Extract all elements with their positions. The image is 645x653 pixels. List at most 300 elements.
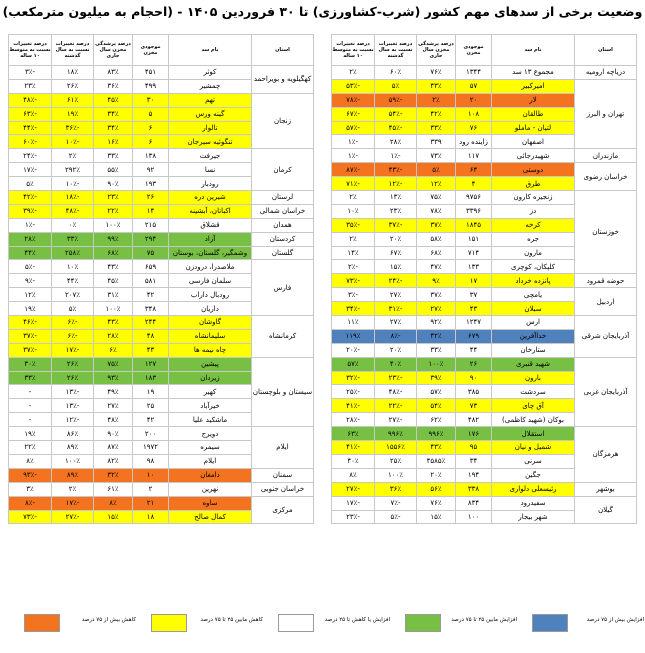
volume-cell: ۱۵۱	[456, 232, 492, 246]
fill-percent-cell: ۴۳٪	[417, 441, 456, 455]
volume-cell: ۸۳۴	[456, 496, 492, 510]
table-row	[332, 274, 637, 288]
legend-item	[151, 614, 263, 632]
table-row	[332, 66, 637, 80]
province-cell: اردبیل	[575, 288, 637, 316]
volume-cell: ۱۴	[133, 204, 169, 218]
table-row	[332, 163, 637, 177]
change-prev-year-cell: -۲۳٪	[375, 371, 417, 385]
change-10yr-avg-cell: -۱۷٪	[332, 496, 375, 510]
dam-name-cell: کرخه	[492, 218, 575, 232]
dam-name-cell: پیشین	[169, 357, 252, 371]
volume-cell: ۴۲	[133, 413, 169, 427]
volume-cell: ۱۳۳	[456, 260, 492, 274]
province-cell: هرمزگان	[575, 427, 637, 483]
legend-swatch	[405, 614, 441, 632]
volume-cell: ۴۳	[133, 343, 169, 357]
dam-name-cell: آق چای	[492, 399, 575, 413]
change-prev-year-cell: -۲۲٪	[375, 399, 417, 413]
legend-label: افزایش یا کاهش تا ۲۵ درصد	[324, 617, 390, 623]
fill-percent-cell: ۲٪	[417, 93, 456, 107]
dam-name-cell: سفیدرود	[492, 496, 575, 510]
change-prev-year-cell: -۱٪	[375, 149, 417, 163]
fill-percent-cell: ۳۷٪	[417, 218, 456, 232]
volume-cell: ۴۸۲	[456, 413, 492, 427]
volume-cell: ۲۴۴	[133, 316, 169, 330]
change-prev-year-cell: ۸۶٪	[52, 427, 94, 441]
header-fill: درصد پرشدگی مخزن سال جاری	[417, 35, 456, 66]
fill-percent-cell: ۶٪	[94, 343, 133, 357]
change-prev-year-cell: ۵٪	[52, 302, 94, 316]
table-row	[332, 427, 637, 441]
fill-percent-cell: ۴۷٪	[417, 260, 456, 274]
dam-name-cell: بارون	[492, 371, 575, 385]
change-10yr-avg-cell: -۴۲٪	[9, 191, 52, 205]
table-row	[9, 316, 314, 330]
change-prev-year-cell: ۱۰۰٪	[52, 454, 94, 468]
change-10yr-avg-cell: -۸٪	[9, 496, 52, 510]
header-change-prev: درصد تغییرات نسبت به سال گذشته	[375, 35, 417, 66]
dam-name-cell: گینه ورس	[169, 107, 252, 121]
dam-name-cell: تهم	[169, 93, 252, 107]
fill-percent-cell: ۳۳٪	[94, 149, 133, 163]
dam-name-cell: ارس	[492, 316, 575, 330]
volume-cell: ۱۰۰	[456, 510, 492, 524]
fill-percent-cell: ۳۳٪	[417, 121, 456, 135]
volume-cell: ۹۸	[133, 454, 169, 468]
change-10yr-avg-cell: -۴۴٪	[9, 121, 52, 135]
province-cell: کردستان	[252, 232, 314, 246]
fill-percent-cell: ۹۰٪	[94, 177, 133, 191]
volume-cell: ۶۷۹	[456, 329, 492, 343]
fill-percent-cell: ۲۸٪	[375, 135, 417, 149]
volume-cell: ۲	[133, 482, 169, 496]
volume-cell: ۹۰	[456, 371, 492, 385]
dam-name-cell: لار	[492, 93, 575, 107]
volume-cell: ۱۷۶	[456, 427, 492, 441]
dam-name-cell: شمیل و نیان	[492, 441, 575, 455]
dam-name-cell: سلمان فارسی	[169, 274, 252, 288]
table-row	[9, 357, 314, 371]
fill-percent-cell: ۲۷٪	[417, 302, 456, 316]
province-cell: زنجان	[252, 93, 314, 149]
change-prev-year-cell: -۴۳٪	[375, 163, 417, 177]
change-10yr-avg-cell: -۲۵٪	[332, 385, 375, 399]
change-prev-year-cell: ۲۶٪	[52, 79, 94, 93]
province-cell: سیستان و بلوچستان	[252, 357, 314, 426]
fill-percent-cell: ۳۳٪	[417, 343, 456, 357]
dam-name-cell: شهید قنبری	[492, 357, 575, 371]
volume-cell: ۴۵۱	[133, 66, 169, 80]
volume-cell: ۴۲	[133, 288, 169, 302]
change-prev-year-cell: ۲۶٪	[52, 357, 94, 371]
fill-percent-cell: ۴۸٪	[94, 413, 133, 427]
dam-name-cell: دوستی	[492, 163, 575, 177]
dam-name-cell: زنجیره کارون	[492, 191, 575, 205]
province-cell: گلستان	[252, 246, 314, 260]
table-row	[9, 66, 314, 80]
change-10yr-avg-cell: -۳۵٪	[332, 218, 375, 232]
volume-cell: ۴۸	[133, 329, 169, 343]
fill-percent-cell: ۹٪	[417, 274, 456, 288]
change-10yr-avg-cell: ۳۳٪	[9, 371, 52, 385]
table-row	[332, 191, 637, 205]
fill-percent-cell: ۴۵٪	[94, 93, 133, 107]
change-10yr-avg-cell: -۱٪	[332, 149, 375, 163]
change-10yr-avg-cell: -۷۸٪	[332, 93, 375, 107]
header-change-prev: درصد تغییرات نسبت به سال گذشته	[52, 35, 94, 66]
dam-name-cell: زاینده رود	[456, 135, 492, 149]
fill-percent-cell: ۲۲٪	[94, 204, 133, 218]
fill-percent-cell: ۵۴٪	[417, 399, 456, 413]
volume-cell: ۵۸۱	[133, 274, 169, 288]
change-10yr-avg-cell: ۱۱٪	[332, 316, 375, 330]
dam-name-cell: تالوار	[169, 121, 252, 135]
volume-cell: ۱۸۴۵	[456, 218, 492, 232]
fill-percent-cell: ۳۴٪	[94, 121, 133, 135]
dam-name-cell: دویرج	[169, 427, 252, 441]
change-10yr-avg-cell: -۶۳٪	[9, 107, 52, 121]
change-10yr-avg-cell: -۷۳٪	[9, 510, 52, 524]
dam-name-cell: لتیان - ماملو	[492, 121, 575, 135]
fill-percent-cell: ۹۳٪	[94, 371, 133, 385]
change-prev-year-cell: ۲۷٪	[375, 316, 417, 330]
volume-cell: ۳۴۸	[133, 302, 169, 316]
change-10yr-avg-cell: ۴۰٪	[332, 454, 375, 468]
province-cell: تهران و البرز	[575, 79, 637, 148]
dam-name-cell: بوکان (شهید کاظمی)	[492, 413, 575, 427]
volume-cell: ۳۰	[133, 93, 169, 107]
fill-percent-cell: ۵٪	[417, 163, 456, 177]
volume-cell: ۷۵	[133, 246, 169, 260]
fill-percent-cell: ۷۶٪	[417, 496, 456, 510]
province-cell: خراسان جنوبی	[252, 482, 314, 496]
change-prev-year-cell: ۲۷٪	[375, 288, 417, 302]
change-prev-year-cell: -۱۷٪	[52, 343, 94, 357]
change-prev-year-cell: -۱٪	[332, 135, 375, 149]
change-prev-year-cell: -۵۴٪	[375, 107, 417, 121]
change-prev-year-cell: -۱۷٪	[52, 496, 94, 510]
change-prev-year-cell: ۲٪	[52, 149, 94, 163]
legend-item	[24, 614, 136, 632]
dam-name-cell: دز	[492, 204, 575, 218]
change-10yr-avg-cell: ۳٪	[9, 482, 52, 496]
change-prev-year-cell: -۵٪	[375, 510, 417, 524]
change-prev-year-cell: ۳۶٪	[375, 482, 417, 496]
fill-percent-cell: ۲۷٪	[94, 399, 133, 413]
table-row	[9, 427, 314, 441]
dam-name-cell: دامغان	[169, 468, 252, 482]
change-prev-year-cell: ۲۵۸٪	[52, 246, 94, 260]
change-prev-year-cell: ۲۳٪	[375, 204, 417, 218]
change-10yr-avg-cell: ۱۴٪	[332, 246, 375, 260]
header-dam: نام سد	[492, 35, 575, 66]
volume-cell: ۲۰	[456, 93, 492, 107]
fill-percent-cell: ۱۰۰٪	[417, 357, 456, 371]
dam-name-cell: جره	[492, 232, 575, 246]
dam-name-cell: نهرین	[169, 482, 252, 496]
change-10yr-avg-cell: ۵٪	[9, 177, 52, 191]
fill-percent-cell: ۶۱٪	[94, 482, 133, 496]
fill-percent-cell: ۵۶٪	[417, 482, 456, 496]
dam-name-cell: سرنی	[492, 454, 575, 468]
change-10yr-avg-cell: ۱۹٪	[9, 427, 52, 441]
change-prev-year-cell: ۸۹٪	[52, 468, 94, 482]
change-prev-year-cell: -۳۷٪	[375, 218, 417, 232]
dam-name-cell: چاه نیمه ها	[169, 343, 252, 357]
change-prev-year-cell: ۲۶٪	[52, 371, 94, 385]
change-prev-year-cell: -۵۹٪	[375, 93, 417, 107]
change-prev-year-cell: -۸٪	[375, 329, 417, 343]
table-row	[9, 496, 314, 510]
change-10yr-avg-cell: -۳۷٪	[9, 329, 52, 343]
fill-percent-cell: ۴۳٪	[94, 316, 133, 330]
volume-cell: ۲۰۰	[133, 427, 169, 441]
change-10yr-avg-cell: -۵۷٪	[332, 121, 375, 135]
fill-percent-cell: ۶۸٪	[94, 246, 133, 260]
change-prev-year-cell: ۵٪	[375, 79, 417, 93]
volume-cell: ۳۳۹۶	[456, 204, 492, 218]
change-prev-year-cell: ۳۳٪	[52, 232, 94, 246]
province-cell: مرکزی	[252, 496, 314, 524]
dam-name-cell: سردشت	[492, 385, 575, 399]
fill-percent-cell: ۸۲٪	[94, 454, 133, 468]
dam-name-cell: خیرآباد	[169, 399, 252, 413]
change-prev-year-cell: ۶۷٪	[375, 246, 417, 260]
fill-percent-cell: ۹۹۶٪	[417, 427, 456, 441]
fill-percent-cell: ۷۶٪	[417, 66, 456, 80]
volume-cell: ۱۳۴۴	[456, 66, 492, 80]
change-prev-year-cell: ۴۰٪	[375, 357, 417, 371]
volume-cell: ۱۹۳	[133, 177, 169, 191]
province-cell: کرمانشاه	[252, 316, 314, 358]
change-10yr-avg-cell: ۱۱۹٪	[332, 329, 375, 343]
change-10yr-avg-cell: -۳۷٪	[9, 343, 52, 357]
change-prev-year-cell: -۷٪	[375, 496, 417, 510]
change-prev-year-cell: -۴۸٪	[52, 204, 94, 218]
volume-cell: ۶۴	[456, 163, 492, 177]
volume-cell: ۹۷۵۶	[456, 191, 492, 205]
dam-name-cell: سبلان	[492, 302, 575, 316]
province-cell: حوضه قمرود	[575, 274, 637, 288]
change-prev-year-cell: ۲۰٪	[375, 343, 417, 357]
change-10yr-avg-cell: ۱۰٪	[332, 204, 375, 218]
header-change-avg: درصد تغییرات نسبت به متوسط ۱۰ ساله	[332, 35, 375, 66]
fill-percent-cell: ۹۲٪	[417, 316, 456, 330]
province-cell: آذربایجان غربی	[575, 357, 637, 426]
fill-percent-cell: ۳۶٪	[94, 79, 133, 93]
fill-percent-cell: ۳۲٪	[94, 468, 133, 482]
province-cell: آذربایجان شرقی	[575, 316, 637, 358]
legend-swatch	[278, 614, 314, 632]
province-cell: گیلان	[575, 496, 637, 524]
change-10yr-avg-cell: -۳۲٪	[332, 371, 375, 385]
header-volume: موجودی مخزن	[456, 35, 492, 66]
dam-name-cell: ستارخان	[492, 343, 575, 357]
legend-swatch	[532, 614, 568, 632]
volume-cell: ۱۲۷	[133, 357, 169, 371]
right-table-body	[332, 66, 637, 524]
change-10yr-avg-cell: ۵۷٪	[332, 357, 375, 371]
volume-cell: ۴۳	[456, 302, 492, 316]
dam-name-cell: شیرین دره	[169, 191, 252, 205]
volume-cell: ۱۳۸	[133, 149, 169, 163]
table-row	[9, 468, 314, 482]
change-prev-year-cell: ۶۱٪	[52, 93, 94, 107]
change-10yr-avg-cell: ۲٪	[332, 66, 375, 80]
legend-item	[405, 614, 517, 632]
fill-percent-cell: ۴۵٪	[94, 274, 133, 288]
fill-percent-cell: ۸۳٪	[94, 66, 133, 80]
volume-cell: ۱۲۴۷	[456, 316, 492, 330]
change-10yr-avg-cell: -۹٪	[9, 274, 52, 288]
fill-percent-cell: ۴۲٪	[417, 329, 456, 343]
change-10yr-avg-cell: ۲٪	[332, 191, 375, 205]
change-prev-year-cell: -۱۲٪	[52, 413, 94, 427]
change-10yr-avg-cell: -۷۳٪	[332, 274, 375, 288]
fill-percent-cell: ۱۰۰٪	[94, 302, 133, 316]
table-row	[9, 246, 314, 260]
dam-name-cell: داریان	[169, 302, 252, 316]
fill-percent-cell: ۱۲٪	[417, 177, 456, 191]
legend-label: کاهش بیش از ۷۵ درصد	[81, 617, 136, 623]
fill-percent-cell: ۲۰٪	[417, 468, 456, 482]
change-10yr-avg-cell: -۳٪	[332, 288, 375, 302]
dam-name-cell: کوثر	[169, 66, 252, 80]
province-cell: ایلام	[252, 427, 314, 469]
change-10yr-avg-cell: ۶۳٪	[332, 427, 375, 441]
volume-cell: ۳۳۹	[417, 135, 456, 149]
table-row	[9, 260, 314, 274]
fill-percent-cell: ۱۵٪	[94, 510, 133, 524]
change-10yr-avg-cell: -۳۹٪	[9, 204, 52, 218]
change-prev-year-cell: ۶۰٪	[375, 66, 417, 80]
volume-cell: ۷۶	[456, 121, 492, 135]
change-prev-year-cell: -۳۱٪	[375, 302, 417, 316]
fill-percent-cell: ۹۰٪	[94, 427, 133, 441]
volume-cell: ۱۸	[133, 510, 169, 524]
fill-percent-cell: ۷۵٪	[94, 357, 133, 371]
dam-name-cell: رودبال داراب	[169, 288, 252, 302]
change-10yr-avg-cell: ۱۲٪	[9, 288, 52, 302]
change-prev-year-cell: -۲۷٪	[52, 510, 94, 524]
volume-cell: ۱۷	[456, 274, 492, 288]
legend-label: افزایش مابین ۲۵ تا ۷۵ درصد	[451, 617, 517, 623]
table-row	[9, 218, 314, 232]
dam-name-cell: قشلاق	[169, 218, 252, 232]
volume-cell: ۳۳۸	[456, 482, 492, 496]
change-prev-year-cell: -۱۳٪	[52, 385, 94, 399]
volume-cell: ۲۶	[133, 191, 169, 205]
fill-percent-cell: ۵۸٪	[417, 232, 456, 246]
header-fill: درصد پرشدگی مخزن سال جاری	[94, 35, 133, 66]
dam-name-cell: طالقان	[492, 107, 575, 121]
province-cell: کهگیلویه و بویراحمد	[252, 66, 314, 94]
province-cell: دریاچه ارومیه	[575, 66, 637, 80]
left-dam-table	[8, 34, 314, 524]
change-prev-year-cell: ۱۸٪	[52, 66, 94, 80]
dam-name-cell: ماشکید علیا	[169, 413, 252, 427]
volume-cell: ۶	[133, 121, 169, 135]
page-title: وضعیت برخی از سدهای مهم کشور (شرب-کشاورزی) تا ۳۰ فروردین ۱۴۰۵ - (احجام به میلیون مترمکعب)	[2, 4, 643, 19]
change-prev-year-cell: ۸۹٪	[52, 441, 94, 455]
header-dam: نام سد	[169, 35, 252, 66]
dam-name-cell: تنگوئیه سیرجان	[169, 135, 252, 149]
change-10yr-avg-cell: -۸۷٪	[332, 163, 375, 177]
change-10yr-avg-cell: -۲۷٪	[332, 482, 375, 496]
change-10yr-avg-cell: -	[9, 399, 52, 413]
table-row	[332, 482, 637, 496]
legend-item	[278, 614, 390, 632]
dam-name-cell: اکباتان، آبشینه	[169, 204, 252, 218]
change-10yr-avg-cell: -۳۴٪	[332, 302, 375, 316]
dam-name-cell: چمشیر	[169, 79, 252, 93]
right-dam-table	[331, 34, 637, 524]
change-10yr-avg-cell: ۲۸٪	[9, 232, 52, 246]
fill-percent-cell: ۸٪	[94, 496, 133, 510]
fill-percent-cell: ۱۰۰٪	[94, 218, 133, 232]
dam-name-cell: شهیدرجائی	[492, 149, 575, 163]
change-prev-year-cell: -۱۲٪	[375, 177, 417, 191]
legend-label: افزایش بیش از ۷۵ درصد	[586, 617, 644, 623]
change-10yr-avg-cell: -۲۴٪	[9, 149, 52, 163]
fill-percent-cell: ۱۵٪	[417, 510, 456, 524]
change-10yr-avg-cell: -۲۰٪	[332, 343, 375, 357]
dam-name-cell: گاوشان	[169, 316, 252, 330]
dam-name-cell: زیردان	[169, 371, 252, 385]
change-10yr-avg-cell: ۸٪	[332, 468, 375, 482]
fill-percent-cell: ۱۶٪	[94, 135, 133, 149]
fill-percent-cell: ۴۲٪	[417, 107, 456, 121]
change-10yr-avg-cell: ۱۹٪	[9, 302, 52, 316]
volume-cell: ۱۹۷۲	[133, 441, 169, 455]
change-prev-year-cell: -۴۸٪	[375, 385, 417, 399]
dam-name-cell: استقلال	[492, 427, 575, 441]
province-cell: خوزستان	[575, 191, 637, 274]
table-row	[9, 191, 314, 205]
change-prev-year-cell: -۲۷٪	[375, 413, 417, 427]
dam-name-cell: مجموع ۱۳ سد	[492, 66, 575, 80]
header-volume: موجودی مخزن	[133, 35, 169, 66]
fill-percent-cell: ۲۳٪	[94, 191, 133, 205]
table-row	[9, 93, 314, 107]
change-prev-year-cell: -۱۸٪	[52, 191, 94, 205]
fill-percent-cell: ۳۷٪	[417, 288, 456, 302]
table-row	[9, 482, 314, 496]
dam-name-cell: خداآفرین	[492, 329, 575, 343]
volume-cell: ۴	[456, 177, 492, 191]
dam-name-cell: جیرفت	[169, 149, 252, 163]
volume-cell: ۱۸۳	[133, 371, 169, 385]
table-row	[332, 149, 637, 163]
fill-percent-cell: ۲۸٪	[94, 329, 133, 343]
change-prev-year-cell: ۰٪	[52, 218, 94, 232]
change-prev-year-cell: ۲٪	[52, 482, 94, 496]
change-10yr-avg-cell: ۳۰٪	[9, 357, 52, 371]
change-prev-year-cell: ۱۰۰٪	[375, 468, 417, 482]
volume-cell: ۷۱۴	[456, 246, 492, 260]
change-prev-year-cell: ۲۵٪	[375, 454, 417, 468]
change-prev-year-cell: -۴۵٪	[375, 121, 417, 135]
table-row	[332, 79, 637, 93]
change-prev-year-cell: ۲۹۲٪	[52, 163, 94, 177]
change-prev-year-cell: ۱۳٪	[375, 191, 417, 205]
change-prev-year-cell: -۲۴٪	[375, 274, 417, 288]
volume-cell: ۶۵۹	[133, 260, 169, 274]
change-prev-year-cell: ۱۵۵۶٪	[375, 441, 417, 455]
dam-name-cell: ملاصدرا، درودزن	[169, 260, 252, 274]
fill-percent-cell: ۳۱٪	[94, 288, 133, 302]
